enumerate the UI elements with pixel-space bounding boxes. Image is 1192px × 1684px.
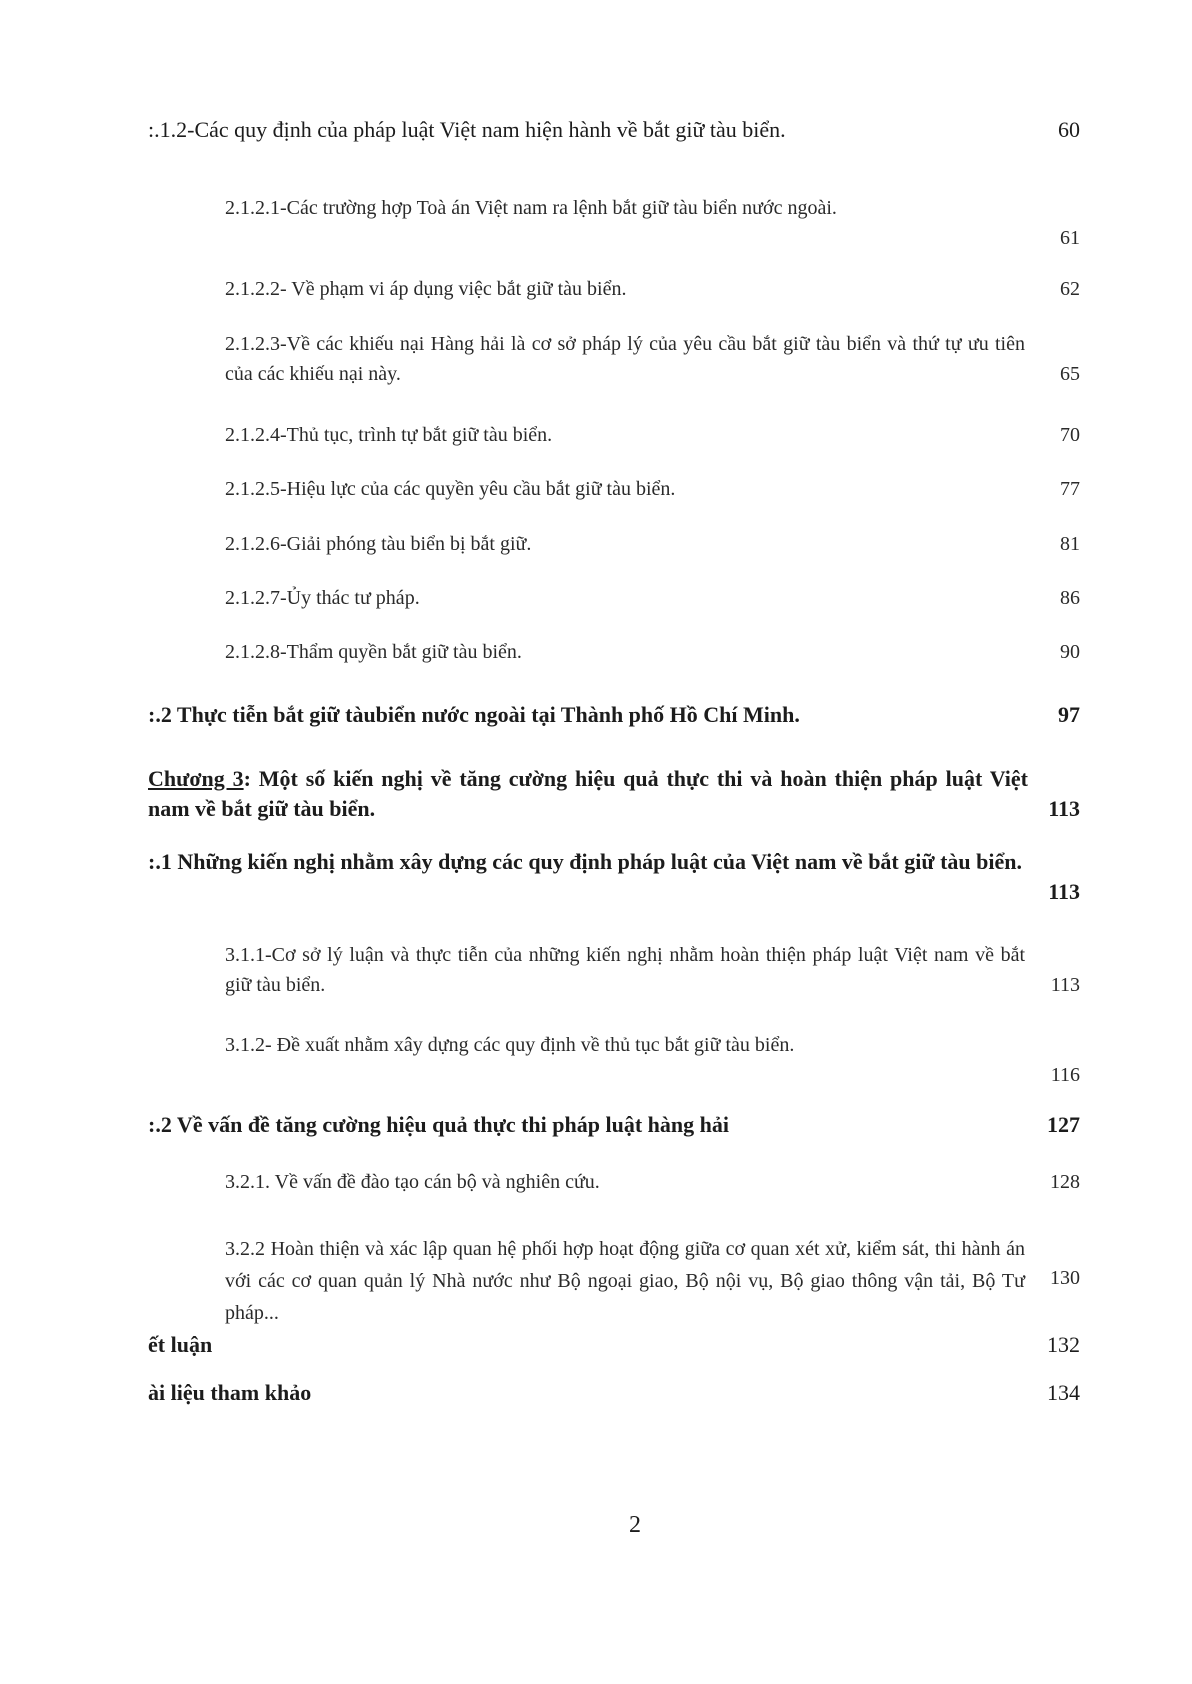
toc-entry-text <box>148 764 1028 824</box>
toc-page-number: 61 <box>1060 227 1080 249</box>
toc-entry-text: ài liệu tham khảo <box>148 1380 312 1405</box>
toc-entry-text: 3.1.2- Đề xuất nhằm xây dựng các quy định về thủ tục bắt giữ tàu biển. <box>225 1034 795 1056</box>
toc-entry-text: 2.1.2.6-Giải phóng tàu biển bị bắt giữ. <box>225 533 532 555</box>
toc-page-number: 77 <box>1060 478 1080 500</box>
toc-page-number: 113 <box>1050 974 1080 996</box>
toc-entry-text: 3.2.1. Về vấn đề đào tạo cán bộ và nghiên cứu. <box>225 1171 600 1193</box>
toc-page-number: 128 <box>1050 1171 1080 1193</box>
toc-page-number: 127 <box>1047 1112 1080 1137</box>
toc-page-number: 86 <box>1060 587 1080 609</box>
toc-page-number: 132 <box>1047 1332 1080 1357</box>
toc-page-number: 116 <box>1050 1064 1080 1086</box>
toc-entry-text: 2.1.2.7-Ủy thác tư pháp. <box>225 587 420 609</box>
toc-entry-text: 3.1.1-Cơ sở lý luận và thực tiễn của những kiến nghị nhằm hoàn thiện pháp luật Việt nam về bắt giữ tàu biển. <box>225 944 1025 996</box>
toc-page-number: 97 <box>1058 702 1080 727</box>
toc-entry-text: :.2 Về vấn đề tăng cường hiệu quả thực thi pháp luật hàng hải <box>148 1112 729 1137</box>
toc-entry-text: :.1.2-Các quy định của pháp luật Việt nam hiện hành về bắt giữ tàu biển. <box>148 117 786 142</box>
toc-entry-text: :.2 Thực tiễn bắt giữ tàubiển nước ngoài tại Thành phố Hồ Chí Minh. <box>148 702 800 727</box>
toc-page-number: 65 <box>1060 363 1080 385</box>
chapter-label[interactable]: Chương 3 <box>148 766 244 791</box>
toc-page-number: 62 <box>1060 278 1080 300</box>
toc-page-number: 81 <box>1060 533 1080 555</box>
toc-page-number: 70 <box>1060 424 1080 446</box>
toc-page-number: 90 <box>1060 641 1080 663</box>
toc-page-number: 113 <box>1048 879 1080 904</box>
toc-page-number: 113 <box>1048 796 1080 821</box>
toc-page-number: 134 <box>1047 1380 1080 1405</box>
toc-entry-text: 2.1.2.4-Thủ tục, trình tự bắt giữ tàu biển. <box>225 424 553 446</box>
toc-page-number: 60 <box>1058 117 1080 142</box>
toc-entry-text: 2.1.2.1-Các trường hợp Toà án Việt nam ra lệnh bắt giữ tàu biển nước ngoài. <box>225 197 837 219</box>
toc-entry-text: 2.1.2.2- Về phạm vi áp dụng việc bắt giữ tàu biển. <box>225 278 627 300</box>
toc-entry-text: :.1 Những kiến nghị nhằm xây dựng các quy định pháp luật của Việt nam về bắt giữ tàu biển. <box>148 849 1022 874</box>
toc-entry-text: 2.1.2.8-Thẩm quyền bắt giữ tàu biển. <box>225 641 522 663</box>
toc-entry-text: 2.1.2.3-Về các khiếu nại Hàng hải là cơ sở pháp lý của yêu cầu bắt giữ tàu biển và thứ tự ưu tiên của các khiếu nại này. <box>225 333 1025 385</box>
page-number-footer: 2 <box>629 1512 641 1538</box>
toc-entry-text: ết luận <box>148 1332 213 1357</box>
toc-entry-text: 3.2.2 Hoàn thiện và xác lập quan hệ phối hợp hoạt động giữa cơ quan xét xử, kiểm sát, thi hành án với các cơ quan quản lý Nhà nước như Bộ ngoại giao, Bộ nội vụ, Bộ giao thông vận tải, Bộ Tư pháp... <box>225 1238 1025 1324</box>
toc-entry-text: 2.1.2.5-Hiệu lực của các quyền yêu cầu bắt giữ tàu biển. <box>225 478 676 500</box>
toc-page-number: 130 <box>1050 1267 1080 1289</box>
chapter-title: : Một số kiến nghị về tăng cường hiệu quả thực thi và hoàn thiện pháp luật Việt nam về bắt giữ tàu biển. <box>148 766 1028 821</box>
